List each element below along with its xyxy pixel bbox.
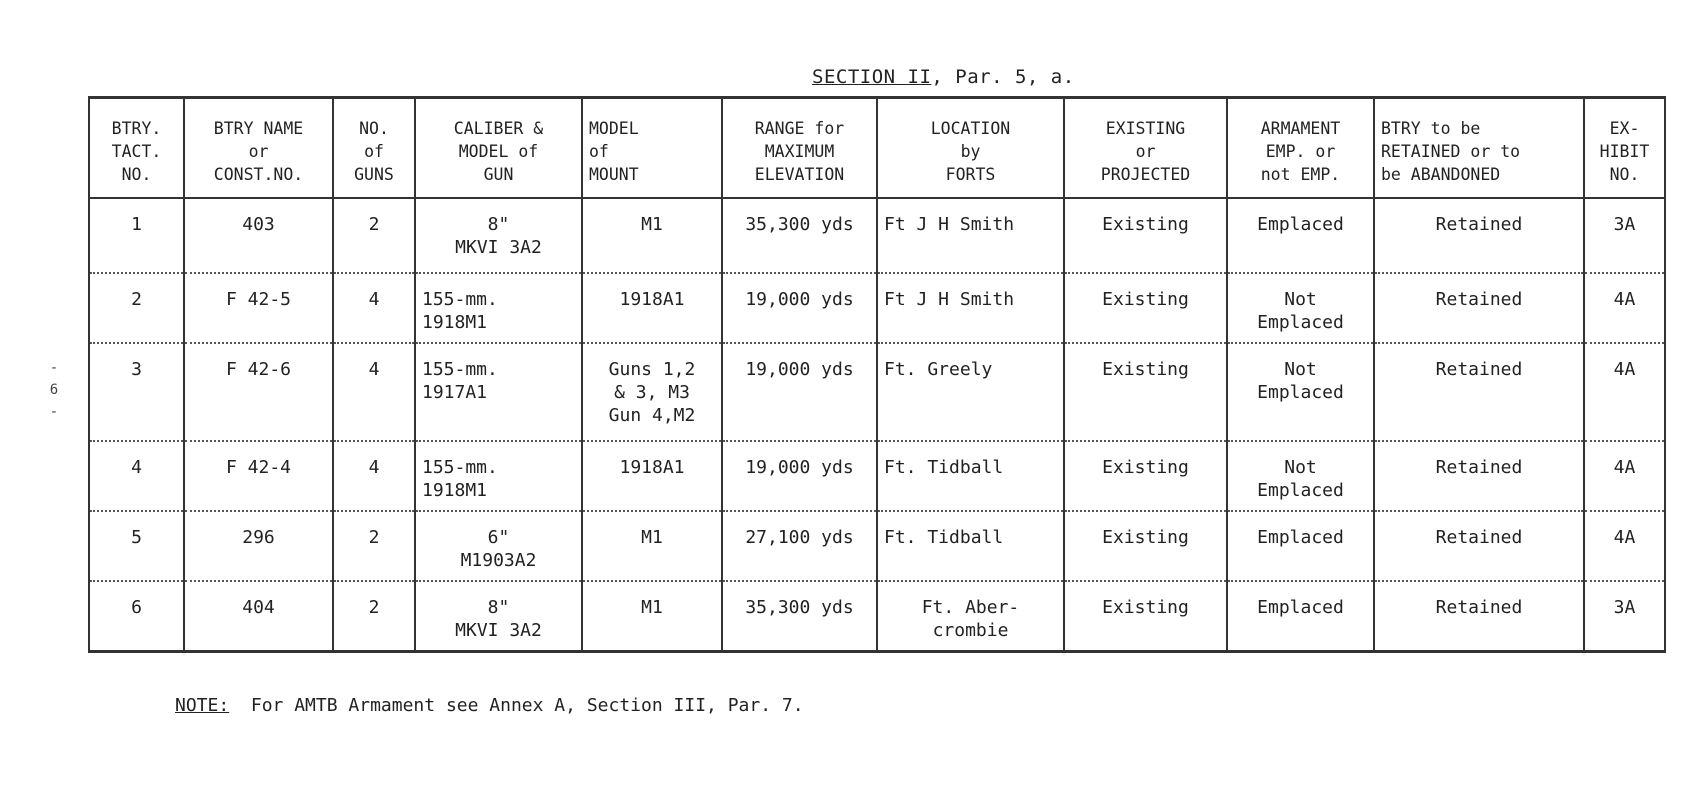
table-row [89, 441, 1665, 511]
cell-btry-name: F 42-6 [184, 343, 333, 441]
cell-btry-no: 2 [89, 273, 184, 343]
cell-retained: Retained [1374, 581, 1584, 652]
cell-existing: Existing [1064, 273, 1227, 343]
armament-table [88, 96, 1666, 653]
cell-existing: Existing [1064, 441, 1227, 511]
cell-btry-name: F 42-5 [184, 273, 333, 343]
cell-exhibit: 4A [1584, 343, 1665, 441]
cell-range: 35,300 yds [722, 581, 877, 652]
cell-existing: Existing [1064, 581, 1227, 652]
cell-btry-no: 1 [89, 198, 184, 273]
section-label: SECTION II [812, 66, 932, 88]
footnote [175, 695, 804, 716]
page-number [47, 357, 61, 423]
cell-location: Ft J H Smith [877, 198, 1064, 273]
cell-exhibit: 4A [1584, 511, 1665, 581]
header-exhibit-no: EX- HIBIT NO. [1584, 98, 1665, 198]
header-armament-emplaced: ARMAMENT EMP. or not EMP. [1227, 98, 1374, 198]
note-text: For AMTB Armament see Annex A, Section III, Par. 7. [250, 695, 804, 716]
cell-mount: M1 [582, 198, 722, 273]
cell-emplaced: Not Emplaced [1227, 343, 1374, 441]
cell-btry-name: 296 [184, 511, 333, 581]
header-model-of-mount: MODEL of MOUNT [582, 98, 722, 198]
cell-emplaced: Emplaced [1227, 511, 1374, 581]
header-retained-abandoned: BTRY to be RETAINED or to be ABANDONED [1374, 98, 1584, 198]
cell-emplaced: Not Emplaced [1227, 273, 1374, 343]
table-row [89, 511, 1665, 581]
page-number-dash-top: - [49, 360, 59, 376]
cell-btry-no: 3 [89, 343, 184, 441]
cell-btry-name: 404 [184, 581, 333, 652]
cell-location: Ft. Tidball [877, 441, 1064, 511]
cell-retained: Retained [1374, 343, 1584, 441]
cell-location: Ft J H Smith [877, 273, 1064, 343]
cell-no-of-guns: 2 [333, 511, 415, 581]
cell-mount: M1 [582, 581, 722, 652]
cell-exhibit: 3A [1584, 198, 1665, 273]
cell-btry-no: 6 [89, 581, 184, 652]
table-row [89, 273, 1665, 343]
cell-caliber: 155-mm. 1917A1 [415, 343, 582, 441]
cell-mount: 1918A1 [582, 273, 722, 343]
header-btry-name: BTRY NAME or CONST.NO. [184, 98, 333, 198]
cell-caliber: 8" MKVI 3A2 [415, 581, 582, 652]
cell-mount: Guns 1,2 & 3, M3 Gun 4,M2 [582, 343, 722, 441]
section-paragraph-ref: , Par. 5, a. [931, 66, 1075, 88]
table-header-row [89, 98, 1665, 198]
header-existing-projected: EXISTING or PROJECTED [1064, 98, 1227, 198]
cell-caliber: 155-mm. 1918M1 [415, 441, 582, 511]
table-row [89, 198, 1665, 273]
cell-retained: Retained [1374, 511, 1584, 581]
cell-existing: Existing [1064, 343, 1227, 441]
cell-btry-no: 4 [89, 441, 184, 511]
header-btry-tact-no: BTRY. TACT. NO. [89, 98, 184, 198]
cell-location: Ft. Tidball [877, 511, 1064, 581]
page-number-dash-bottom: - [49, 404, 59, 420]
header-caliber-model: CALIBER & MODEL of GUN [415, 98, 582, 198]
cell-emplaced: Emplaced [1227, 581, 1374, 652]
cell-no-of-guns: 2 [333, 581, 415, 652]
cell-btry-no: 5 [89, 511, 184, 581]
cell-exhibit: 4A [1584, 273, 1665, 343]
cell-btry-name: F 42-4 [184, 441, 333, 511]
cell-emplaced: Emplaced [1227, 198, 1374, 273]
cell-caliber: 155-mm. 1918M1 [415, 273, 582, 343]
cell-exhibit: 4A [1584, 441, 1665, 511]
cell-location: Ft. Greely [877, 343, 1064, 441]
cell-caliber: 8" MKVI 3A2 [415, 198, 582, 273]
cell-mount: 1918A1 [582, 441, 722, 511]
header-location: LOCATION by FORTS [877, 98, 1064, 198]
cell-range: 19,000 yds [722, 343, 877, 441]
cell-no-of-guns: 2 [333, 198, 415, 273]
page-number-digit: 6 [49, 382, 59, 398]
cell-no-of-guns: 4 [333, 273, 415, 343]
note-label: NOTE: [175, 695, 230, 716]
cell-caliber: 6" M1903A2 [415, 511, 582, 581]
cell-location: Ft. Aber- crombie [877, 581, 1064, 652]
cell-exhibit: 3A [1584, 581, 1665, 652]
cell-retained: Retained [1374, 441, 1584, 511]
cell-range: 27,100 yds [722, 511, 877, 581]
cell-no-of-guns: 4 [333, 441, 415, 511]
cell-retained: Retained [1374, 198, 1584, 273]
table-row [89, 343, 1665, 441]
cell-no-of-guns: 4 [333, 343, 415, 441]
header-range: RANGE for MAXIMUM ELEVATION [722, 98, 877, 198]
section-heading [812, 66, 1075, 88]
cell-existing: Existing [1064, 511, 1227, 581]
header-no-of-guns: NO. of GUNS [333, 98, 415, 198]
table-row [89, 581, 1665, 652]
cell-range: 19,000 yds [722, 273, 877, 343]
cell-range: 35,300 yds [722, 198, 877, 273]
cell-btry-name: 403 [184, 198, 333, 273]
cell-range: 19,000 yds [722, 441, 877, 511]
cell-emplaced: Not Emplaced [1227, 441, 1374, 511]
cell-existing: Existing [1064, 198, 1227, 273]
cell-retained: Retained [1374, 273, 1584, 343]
cell-mount: M1 [582, 511, 722, 581]
